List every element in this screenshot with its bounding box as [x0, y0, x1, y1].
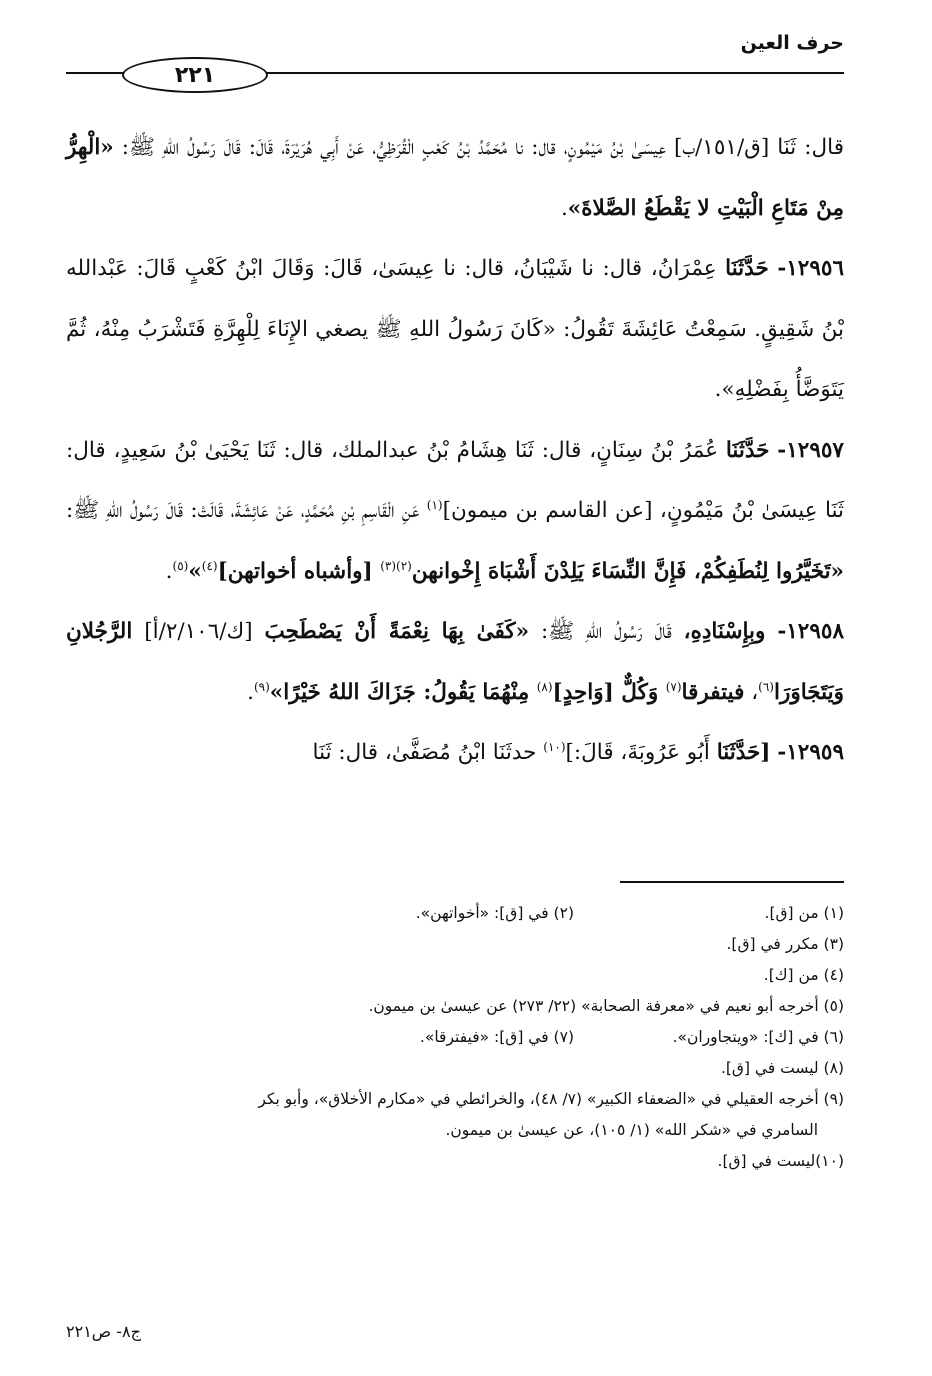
entry-number: ١٢٩٥٩- — [777, 740, 844, 765]
hadith-text: «كَفَىٰ بِهَا نِعْمَةً أَنْ يَصْطَحِبَ — [264, 619, 530, 644]
page-number-badge: ٢٢١ — [122, 57, 268, 93]
footnote-ref[interactable]: (٨) — [536, 679, 553, 694]
page-reference: ج٨- ص٢٢١ — [66, 1322, 141, 1341]
footnote-9-continued: السامري في «شكر الله» (١/ ١٠٥)، عن عيسىٰ بن ميمون. — [445, 1121, 818, 1139]
text-segment: قال: ثَنَا [ق/١٥١/ب] عِيسَىٰ بْنُ مَيْمُونٍ، قال: نا مُحَمَّدُ بْنُ كَعْبٍ الْقُرَظِيُّ، عَنْ أَبِي هُرَيْرَةَ، قَالَ: قَالَ رَسُولُ اللهِ ﷺ: — [113, 135, 845, 160]
isnad: وبِإِسْنَادِهِ، — [683, 619, 766, 644]
footnote-4: (٤) من [ك]. — [763, 966, 844, 984]
footnote-row — [66, 898, 844, 929]
hadith-text: [وأشباه أخواتهن] — [217, 558, 381, 584]
text-segment: عَنِ الْقَاسِمِ بْنِ مُحَمَّدٍ، عَنْ عَائِشَةَ، قَالَتْ: قَالَ رَسُولُ اللهِ ﷺ: — [66, 498, 427, 523]
entry-12956 — [66, 239, 844, 421]
haddathana: [حَدَّثَنَا — [716, 740, 771, 765]
page-header — [66, 30, 844, 88]
footnote-6: (٦) في [ك]: «ويتجاوران». — [672, 1028, 844, 1046]
footnote-ref[interactable]: (٥) — [172, 558, 189, 573]
hadith-text: الرَّجُلانِ وَيَتَجَاوَرَا — [66, 619, 844, 705]
footnote-ref[interactable]: (٦) — [758, 679, 774, 694]
footnote-2: (٢) في [ق]: «أخواتهن». — [415, 904, 574, 922]
footnote-10: (١٠)ليست في [ق]. — [717, 1152, 844, 1170]
footnote-ref[interactable]: (٤) — [201, 558, 218, 573]
entry-number: ١٢٩٥٧- — [777, 437, 844, 463]
entry-12958 — [66, 602, 844, 723]
chapter-title: حرف العين — [740, 32, 844, 54]
footnote-ref[interactable]: (٧) — [665, 679, 682, 694]
hadith-text: » — [188, 558, 202, 584]
hadith-text: «الْهِرُّ مِنْ مَتَاعِ الْبَيْتِ لا يَقْطَعُ الصَّلاةَ» — [66, 135, 844, 221]
text-segment: . — [247, 679, 254, 705]
footnote-3: (٣) مكرر في [ق]. — [726, 935, 844, 953]
footnotes — [66, 898, 844, 1177]
hadith-text: مِنْهُمَا يَقُولُ: جَزَاكَ اللهُ خَيْرًا» — [269, 679, 537, 705]
text-segment: ، — [744, 679, 759, 705]
entry-number: ١٢٩٥٦- — [777, 256, 844, 281]
text-segment: عِمْرَانُ، قال: نا شَيْبَانُ، قال: نا عِيسَىٰ، قَالَ: وَقَالَ ابْنُ كَعْبٍ قَالَ: عَبْدالله بْنُ شَقِيقٍ. سَمِعْتُ عَائِشَةَ تَقُولُ: «كَانَ رَسُولُ اللهِ ﷺ يصغي الإِنَاءَ لِلْهِرَّةِ فَتَشْرَبُ مِنْهُ، ثُمَّ يَتَوَضَّأُ بِفَضْلِهِ». — [66, 256, 844, 402]
entry-12959 — [66, 723, 844, 784]
footnote-separator — [620, 881, 844, 883]
footnote-ref[interactable]: (١) — [426, 497, 443, 512]
text-segment: أَبُو عَرُوبَةَ، قَالَ:] — [565, 740, 717, 765]
text-segment: . — [560, 195, 568, 221]
footnote-ref[interactable]: (٩) — [253, 679, 270, 694]
hadith-text: «تَخَيَّرُوا لِنُطَفِكُمْ، فَإِنَّ النِّسَاءَ يَلِدْنَ أَشْبَاهَ إِخْوانهن — [411, 558, 844, 584]
footnote-5: (٥) أخرجه أبو نعيم في «معرفة الصحابة» (٢٢/ ٢٧٣) عن عيسىٰ بن ميمون. — [368, 997, 844, 1015]
footnote-7: (٧) في [ق]: «فيفترقا». — [419, 1028, 574, 1046]
haddathana: حَدَّثَنَا — [725, 256, 769, 281]
entry-12957 — [66, 421, 844, 603]
haddathana: حَدَّثَنَا — [725, 437, 770, 463]
text-segment: [ك/٢/١٠٦/أ] — [132, 619, 265, 644]
footnote-1: (١) من [ق]. — [764, 904, 844, 922]
footnote-9: (٩) أخرجه العقيلي في «الضعفاء الكبير» (٧/ ٤٨)، والخرائطي في «مكارم الأخلاق»، وأبو بكر — [258, 1090, 844, 1108]
footnote-ref[interactable]: (١٠) — [543, 739, 566, 754]
paragraph-continuation — [66, 118, 844, 239]
footnote-row — [66, 1022, 844, 1053]
hadith-text: فيتفرقا — [681, 679, 745, 705]
footnote-ref[interactable]: (٢)(٣) — [380, 558, 412, 573]
entry-number: ١٢٩٥٨- — [777, 619, 844, 644]
text-segment: حدثَنَا ابْنُ مُصَفَّىٰ، قال: ثَنَا — [312, 740, 544, 765]
text-segment: عُمَرُ بْنُ سِنَانٍ، قال: ثَنَا هِشَامُ بْنُ عبدالملك، قال: ثَنَا يَحْيَىٰ بْنُ سَعِيدٍ، قال: ثَنَا عِيسَىٰ بْنُ مَيْمُونٍ، [عن القاسم بن ميمون] — [66, 437, 844, 523]
main-text — [66, 118, 844, 784]
hadith-text: وَكُلٌّ [وَاحِدٍ] — [552, 679, 666, 705]
text-segment: قَالَ رَسُولُ اللهِ ﷺ: — [529, 619, 684, 644]
footnote-8: (٨) ليست في [ق]. — [720, 1059, 844, 1077]
text-segment: . — [165, 558, 173, 584]
